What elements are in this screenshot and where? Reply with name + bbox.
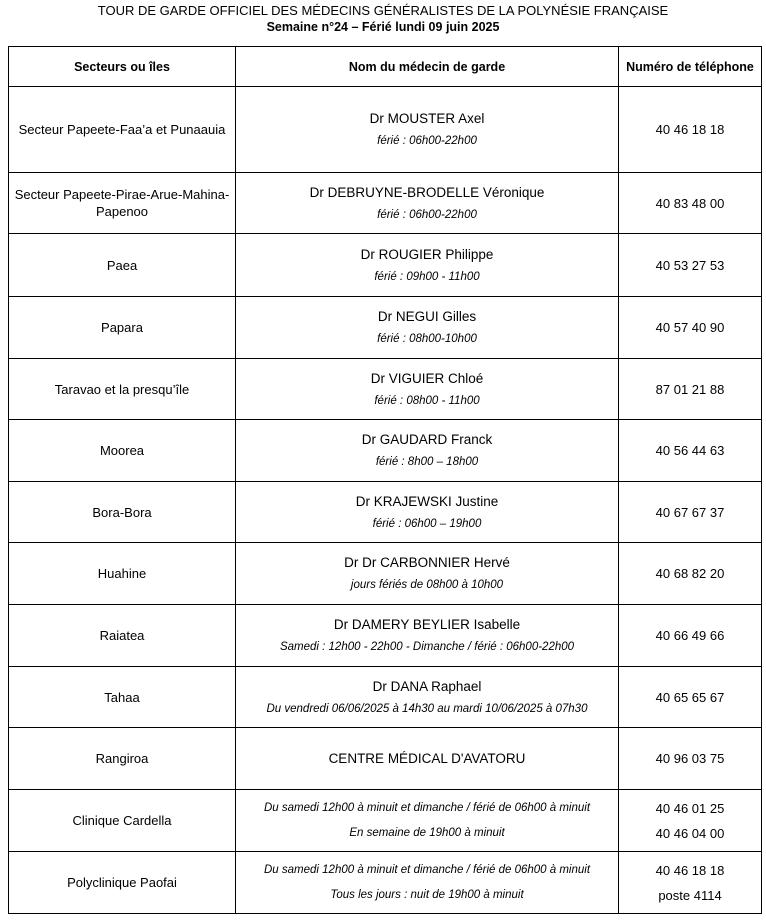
duty-hours: férié : 09h00 - 11h00 (374, 270, 480, 283)
sector-name: Huahine (97, 566, 147, 581)
column-header-sector: Secteurs ou îles (9, 47, 236, 87)
sector-name: Moorea (99, 443, 145, 458)
table-row (9, 728, 762, 790)
table-row (9, 852, 762, 914)
sector-name: Bora-Bora (92, 504, 152, 520)
sector-cell (9, 420, 236, 482)
phone-cell (619, 852, 762, 914)
doctor-cell (236, 852, 619, 914)
doctor-cell (236, 297, 619, 359)
sector-cell (9, 852, 236, 914)
duty-hours: En semaine de 19h00 à minuit (349, 826, 505, 839)
doctor-name: Dr DAMERY BEYLIER Isabelle (333, 617, 521, 632)
phone-number: 40 96 03 75 (655, 751, 725, 766)
table-row (9, 667, 762, 728)
sector-name: Raiatea (99, 628, 145, 643)
doctor-cell (236, 667, 619, 728)
phone-cell (619, 297, 762, 359)
phone-number: 40 83 48 00 (655, 195, 725, 211)
doctor-cell (236, 728, 619, 790)
phone-number: 40 46 18 18 (655, 122, 725, 137)
table-row (9, 605, 762, 667)
doctor-name: Dr VIGUIER Chloé (370, 370, 484, 386)
sector-name: Clinique Cardella (72, 813, 172, 828)
doctor-cell (236, 790, 619, 852)
document-header (0, 3, 766, 35)
table-row (9, 420, 762, 482)
doctor-name: Dr ROUGIER Philippe (360, 246, 494, 262)
sector-cell (9, 605, 236, 667)
phone-number: 40 66 49 66 (655, 628, 725, 643)
table-row (9, 173, 762, 234)
duty-hours: Du vendredi 06/06/2025 à 14h30 au mardi 10/06/2025 à 07h30 (266, 702, 588, 715)
sector-name: Secteur Papeete-Pirae-Arue-Mahina-Papenoo (14, 187, 230, 219)
doctor-name: Dr NEGUI Gilles (377, 309, 477, 324)
phone-cell (619, 790, 762, 852)
sector-cell (9, 790, 236, 852)
phone-number: 40 68 82 20 (655, 566, 725, 581)
doctor-name: Dr GAUDARD Franck (361, 432, 493, 447)
sector-cell (9, 728, 236, 790)
sector-cell (9, 359, 236, 420)
duty-hours: férié : 06h00 – 19h00 (372, 517, 482, 530)
phone-cell (619, 359, 762, 420)
duty-hours: Samedi : 12h00 - 22h00 - Dimanche / férié : 06h00-22h00 (279, 641, 575, 653)
doctor-name: Dr DANA Raphael (372, 678, 482, 694)
sector-cell (9, 297, 236, 359)
phone-number: 40 67 67 37 (655, 504, 725, 520)
phone-number: 40 65 65 67 (655, 689, 725, 705)
doctor-cell (236, 359, 619, 420)
sector-name: Tahaa (104, 689, 140, 705)
doctor-cell (236, 605, 619, 667)
duty-hours: Du samedi 12h00 à minuit et dimanche / férié de 06h00 à minuit (263, 863, 591, 876)
table-header-row (9, 47, 762, 87)
phone-cell (619, 87, 762, 173)
table-row (9, 87, 762, 173)
doctor-name: Dr Dr CARBONNIER Hervé (344, 555, 510, 570)
phone-number: 87 01 21 88 (655, 381, 725, 397)
doctor-name: Dr MOUSTER Axel (369, 111, 485, 126)
sector-name: Polyclinique Paofai (67, 875, 177, 890)
doctor-cell (236, 482, 619, 543)
table-row (9, 482, 762, 543)
table-row (9, 790, 762, 852)
duty-hours: Du samedi 12h00 à minuit et dimanche / férié de 06h00 à minuit (263, 801, 591, 814)
sector-name: Taravao et la presqu’île (54, 381, 190, 397)
phone-number: 40 46 18 18 (655, 862, 725, 878)
duty-hours: Tous les jours : nuit de 19h00 à minuit (330, 888, 524, 901)
phone-cell (619, 543, 762, 605)
doctor-cell (236, 87, 619, 173)
phone-cell (619, 420, 762, 482)
phone-number: 40 46 04 00 (655, 825, 725, 841)
sector-cell (9, 543, 236, 605)
doctor-cell (236, 543, 619, 605)
phone-number: poste 4114 (658, 887, 722, 903)
phone-number: 40 56 44 63 (655, 443, 725, 458)
sector-name: Rangiroa (95, 751, 149, 766)
duty-hours: jours fériés de 08h00 à 10h00 (350, 579, 504, 591)
sector-name: Secteur Papeete-Faa’a et Punaauia (18, 122, 226, 137)
sector-name: Papara (101, 320, 143, 335)
column-header-doctor: Nom du médecin de garde (236, 47, 619, 87)
phone-number: 40 57 40 90 (655, 320, 725, 335)
table-body (9, 87, 762, 914)
sector-cell (9, 482, 236, 543)
duty-hours: férié : 08h00 - 11h00 (374, 394, 480, 407)
sector-cell (9, 234, 236, 297)
doctor-cell (236, 420, 619, 482)
doctor-cell (236, 234, 619, 297)
phone-cell (619, 234, 762, 297)
sector-cell (9, 667, 236, 728)
table-row (9, 297, 762, 359)
table-row (9, 234, 762, 297)
phone-cell (619, 482, 762, 543)
duty-hours: férié : 06h00-22h00 (377, 135, 477, 147)
phone-number: 40 53 27 53 (655, 257, 725, 273)
table-row (9, 359, 762, 420)
phone-cell (619, 728, 762, 790)
sector-name: Paea (106, 257, 138, 273)
doctor-name: Dr DEBRUYNE-BRODELLE Véronique (309, 184, 545, 200)
table-row (9, 543, 762, 605)
phone-number: 40 46 01 25 (655, 800, 725, 816)
phone-cell (619, 173, 762, 234)
duty-hours: férié : 8h00 – 18h00 (375, 456, 479, 468)
doctor-name: Dr KRAJEWSKI Justine (355, 493, 499, 509)
duty-hours: férié : 08h00-10h00 (377, 333, 477, 345)
phone-cell (619, 605, 762, 667)
doctor-cell (236, 173, 619, 234)
duty-hours: férié : 06h00-22h00 (377, 208, 477, 221)
doctor-name: CENTRE MÉDICAL D'AVATORU (328, 750, 526, 766)
on-call-table (8, 46, 762, 914)
phone-cell (619, 667, 762, 728)
column-header-phone: Numéro de téléphone (619, 47, 762, 87)
sector-cell (9, 87, 236, 173)
document-title: TOUR DE GARDE OFFICIEL DES MÉDECINS GÉNÉRALISTES DE LA POLYNÉSIE FRANÇAISE (97, 3, 669, 18)
document-subtitle: Semaine n°24 – Férié lundi 09 juin 2025 (266, 20, 500, 34)
sector-cell (9, 173, 236, 234)
